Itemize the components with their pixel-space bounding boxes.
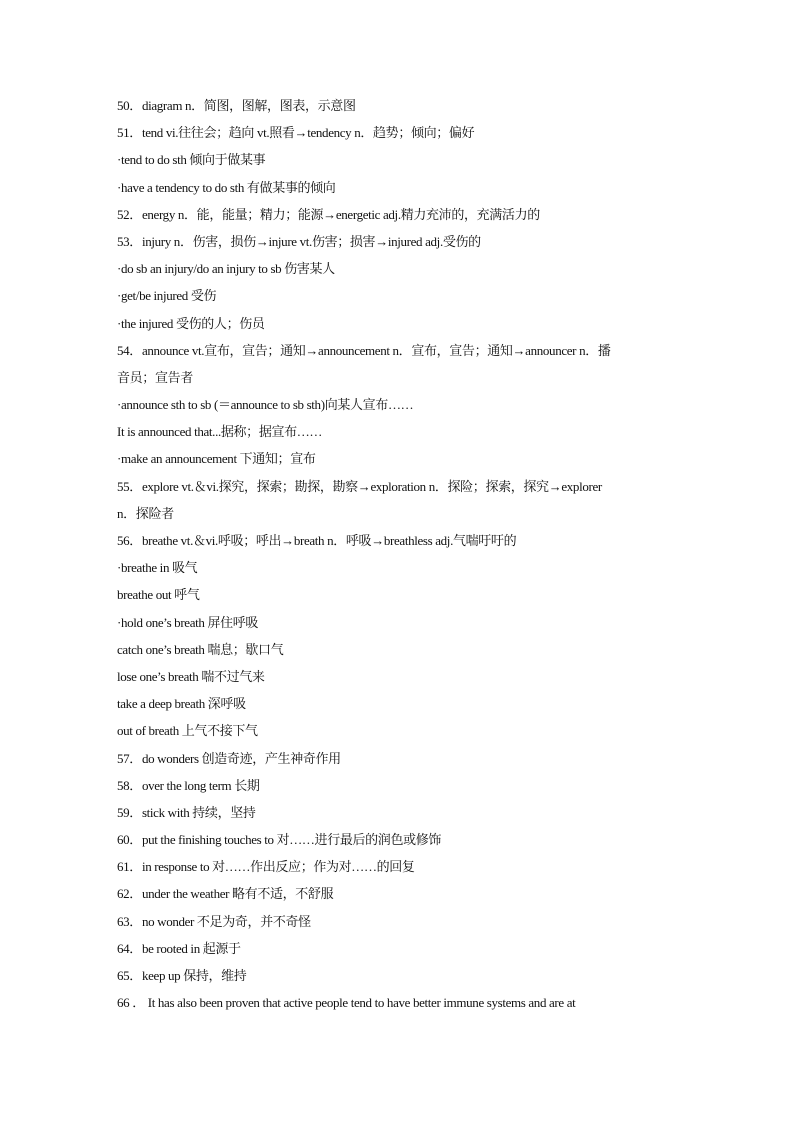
entry-line: 55．explore vt.＆vi.探究，探索；勘探，勘察→exploration n．探险；探索，探究→explorer — [117, 478, 602, 494]
example-line: ·the injured 受伤的人；伤员 — [117, 315, 265, 331]
example-line: It is announced that...据称；据宣布…… — [117, 424, 323, 440]
example-line: breathe out 呼气 — [117, 587, 200, 603]
entry-line: 54．announce vt.宣布，宣告；通知→announcement n．宣布，宣告；通知→announcer n．播 — [117, 342, 611, 358]
entry-line: 59．stick with 持续，坚持 — [117, 804, 256, 820]
example-line: ·have a tendency to do sth 有做某事的倾向 — [117, 179, 336, 195]
entry-line: 51．tend vi.往往会；趋向 vt.照看→tendency n．趋势；倾向；偏好 — [117, 125, 475, 141]
entry-line: 56．breathe vt.＆vi.呼吸；呼出→breath n．呼吸→breathless adj.气喘吁吁的 — [117, 533, 517, 548]
entry-line: 63．no wonder 不足为奇，并不奇怪 — [117, 913, 311, 929]
example-line: ·get/be injured 受伤 — [117, 288, 217, 304]
entry-line: 52．energy n．能，能量；精力；能源→energetic adj.精力充沛的，充满活力的 — [117, 206, 540, 222]
document-page — [117, 92, 679, 1016]
example-line: take a deep breath 深呼吸 — [117, 696, 246, 712]
example-line: ·make an announcement 下通知；宣布 — [117, 451, 316, 467]
entry-line: 57．do wonders 创造奇迹，产生神奇作用 — [117, 750, 341, 766]
sentence-line: 66 ． It has also been proven that active people tend to have better immune systems and are at — [117, 995, 576, 1011]
entry-line: 61．in response to 对……作出反应；作为对……的回复 — [117, 859, 415, 875]
example-line: out of breath 上气不接下气 — [117, 723, 258, 739]
entry-line: 53．injury n．伤害，损伤→injure vt.伤害；损害→injured adj.受伤的 — [117, 233, 481, 249]
example-line: ·tend to do sth 倾向于做某事 — [117, 152, 266, 168]
entry-line: 50．diagram n．简图，图解，图表，示意图 — [117, 98, 356, 113]
example-line: lose one’s breath 喘不过气来 — [117, 668, 265, 684]
example-line: catch one’s breath 喘息；歇口气 — [117, 641, 284, 657]
example-line: ·do sb an injury/do an injury to sb 伤害某人 — [117, 261, 335, 277]
example-line: ·announce sth to sb (＝announce to sb sth)向某人宣布…… — [117, 397, 414, 413]
entry-line-continued: 音员；宣告者 — [117, 369, 193, 385]
entry-line: 60．put the finishing touches to 对……进行最后的润色或修饰 — [117, 832, 442, 848]
entry-line: 62．under the weather 略有不适，不舒服 — [117, 886, 334, 902]
entry-line: 64．be rooted in 起源于 — [117, 940, 241, 956]
entry-line-continued: n．探险者 — [117, 505, 174, 521]
entry-line: 58．over the long term 长期 — [117, 777, 260, 793]
example-line: ·breathe in 吸气 — [117, 560, 198, 576]
entry-line: 65．keep up 保持，维持 — [117, 968, 247, 983]
example-line: ·hold one’s breath 屏住呼吸 — [117, 614, 259, 630]
